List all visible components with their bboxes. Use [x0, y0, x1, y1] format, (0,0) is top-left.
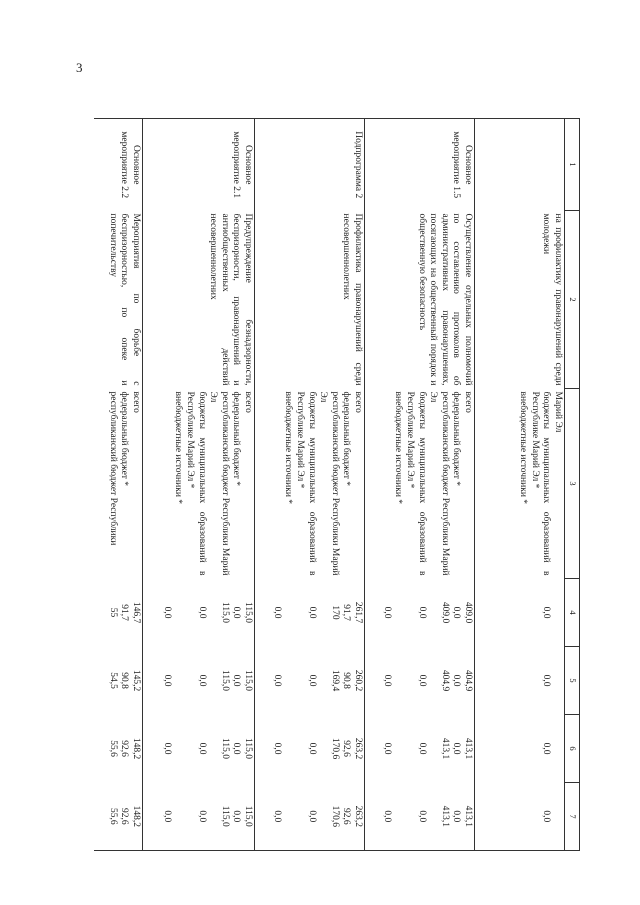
- amount-value: 0,0: [306, 606, 317, 619]
- amount-value: 413,1: [439, 805, 450, 827]
- table-row: [143, 119, 255, 851]
- amount-value: 0,0: [381, 810, 392, 823]
- row-name: [94, 211, 143, 389]
- header-col-1: 1: [565, 119, 580, 211]
- funding-source: республиканский бюджет Республики Марий Эл: [318, 391, 340, 576]
- amount-value: 0,0: [451, 742, 462, 755]
- amount-value: 54,5: [107, 672, 118, 689]
- row-code-text: Подпрограмма 2: [353, 131, 363, 199]
- row-name-text: Осуществление отдельных полномочий по составлению протоколов об административных правонарушениях, посягающих на общественный порядок и общественную безопасность: [416, 213, 473, 386]
- amount-value: 115,0: [243, 601, 253, 624]
- amount-value: 55,6: [107, 807, 118, 825]
- row-name: [255, 211, 365, 389]
- row-code: [94, 119, 143, 211]
- amount-value: 0,0: [196, 606, 207, 619]
- row-name: [365, 211, 475, 389]
- funding-source: всего: [243, 391, 253, 413]
- row-values-c6: [475, 715, 565, 783]
- funding-source: федеральный бюджет *: [231, 391, 242, 487]
- amount-value: 413,1: [439, 737, 450, 760]
- row-values-c5: [365, 647, 475, 715]
- amount-value: 261,7: [353, 601, 363, 624]
- amount-value: 260,2: [353, 669, 363, 692]
- amount-value: 0,0: [271, 742, 282, 755]
- amount-value: 0,0: [381, 606, 392, 619]
- amount-value: [505, 786, 517, 848]
- amount-value: 91,7: [341, 604, 352, 621]
- amount-value: 170,6: [329, 737, 340, 760]
- amount-value: 0,0: [196, 810, 207, 823]
- row-sources: [475, 389, 565, 579]
- header-col-5: 5: [565, 647, 580, 715]
- amount-value: 169,4: [329, 669, 340, 692]
- funding-source: республиканский бюджет Республики Марий Эл: [428, 391, 450, 576]
- amount-value: 0,0: [541, 606, 552, 619]
- table-header-row: [565, 119, 580, 851]
- amount-value: 0,0: [161, 810, 172, 823]
- amount-value: 413,1: [463, 805, 473, 827]
- row-values-c6: [255, 715, 365, 783]
- header-col-6: 6: [565, 715, 580, 783]
- row-name-text: Мероприятия по борьбе с беспризорностью, по опеке и попечительству: [107, 213, 141, 386]
- amount-value: 115,0: [219, 737, 230, 760]
- amount-value: 0,0: [416, 810, 427, 823]
- funding-source: бюджеты муниципальных образований в Республике Марий Эл *: [529, 391, 552, 576]
- amount-value: [551, 650, 563, 712]
- amount-value: 90,8: [119, 672, 130, 689]
- amount-value: 0,0: [451, 606, 462, 619]
- funding-source: всего: [131, 391, 141, 413]
- amount-value: 91,7: [119, 604, 130, 621]
- row-values-c5: [255, 647, 365, 715]
- amount-value: 0,0: [161, 742, 172, 755]
- row-code-text: Основное мероприятие 2.1: [231, 131, 253, 199]
- amount-value: 0,0: [161, 674, 172, 687]
- row-values-c6: [365, 715, 475, 783]
- funding-source: Марий Эл: [553, 391, 563, 433]
- funding-source: федеральный бюджет *: [119, 391, 130, 487]
- funding-source: бюджеты муниципальных образований в Республике Марий Эл *: [295, 391, 317, 576]
- amount-value: 0,0: [231, 674, 242, 687]
- amount-value: 0,0: [231, 810, 242, 823]
- amount-value: 92,6: [341, 740, 352, 757]
- row-values-c4: [365, 579, 475, 647]
- row-values-c4: [94, 579, 143, 647]
- amount-value: 115,0: [243, 669, 253, 692]
- row-values-c7: [94, 783, 143, 851]
- row-sources: [143, 389, 255, 579]
- row-values-c4: [475, 579, 565, 647]
- funding-source: федеральный бюджет *: [341, 391, 352, 487]
- funding-source: бюджеты муниципальных образований в Республике Марий Эл *: [405, 391, 427, 576]
- amount-value: 92,6: [119, 740, 130, 757]
- row-values-c4: [255, 579, 365, 647]
- header-col-3: 3: [565, 389, 580, 579]
- page-number: 3: [76, 60, 83, 75]
- amount-value: 413,1: [463, 737, 473, 760]
- row-name-text: Профилактика правонарушений среди несовершеннолетних: [341, 213, 363, 386]
- funding-source: внебюджетные источники *: [173, 391, 184, 505]
- row-code-text: Основное мероприятие 1.5: [451, 131, 473, 199]
- table-row: [94, 119, 143, 851]
- funding-source: всего: [353, 391, 363, 413]
- amount-value: 115,0: [243, 805, 253, 827]
- amount-value: [551, 582, 563, 644]
- row-values-c7: [255, 783, 365, 851]
- amount-value: [505, 582, 517, 644]
- table-row: [365, 119, 475, 851]
- amount-value: 0,0: [381, 674, 392, 687]
- amount-value: 92,6: [119, 807, 130, 825]
- amount-value: 409,0: [439, 601, 450, 624]
- amount-value: 0,0: [306, 674, 317, 687]
- amount-value: [505, 718, 517, 780]
- row-name: [475, 211, 565, 389]
- amount-value: 170: [329, 605, 340, 620]
- funding-source: всего: [463, 391, 473, 413]
- row-values-c7: [143, 783, 255, 851]
- row-values-c6: [94, 715, 143, 783]
- financing-table: [94, 118, 580, 851]
- amount-value: 0,0: [451, 674, 462, 687]
- row-name-text: на профилактику правонарушений среди молодежи: [541, 213, 563, 386]
- amount-value: 90,8: [341, 672, 352, 689]
- row-values-c7: [365, 783, 475, 851]
- amount-value: [551, 786, 563, 848]
- amount-value: 0,0: [451, 810, 462, 823]
- table-row: [475, 119, 565, 851]
- funding-source: внебюджетные источники *: [393, 391, 404, 505]
- amount-value: 263,2: [353, 805, 363, 827]
- row-values-c5: [143, 647, 255, 715]
- amount-value: [505, 650, 517, 712]
- funding-source: внебюджетные источники *: [283, 391, 294, 505]
- row-name-text: Предупреждение безнадзорности, беспризорности, правонарушений и антиобщественных действий несовершеннолетних: [208, 213, 253, 386]
- row-sources: [255, 389, 365, 579]
- row-sources: [365, 389, 475, 579]
- header-col-7: 7: [565, 783, 580, 851]
- row-values-c6: [143, 715, 255, 783]
- amount-value: 170,6: [329, 805, 340, 827]
- header-col-4: 4: [565, 579, 580, 647]
- amount-value: 145,2: [131, 669, 141, 692]
- funding-source: бюджеты муниципальных образований в Республике Марий Эл *: [185, 391, 207, 576]
- row-values-c5: [94, 647, 143, 715]
- amount-value: 0,0: [416, 742, 427, 755]
- amount-value: 0,0: [271, 810, 282, 823]
- row-code: [143, 119, 255, 211]
- amount-value: 404,9: [439, 669, 450, 692]
- row-values-c5: [475, 647, 565, 715]
- amount-value: 115,0: [219, 601, 230, 624]
- amount-value: 0,0: [231, 742, 242, 755]
- amount-value: 0,0: [271, 606, 282, 619]
- amount-value: 0,0: [416, 674, 427, 687]
- amount-value: 0,0: [306, 742, 317, 755]
- amount-value: 0,0: [541, 742, 552, 755]
- amount-value: [551, 718, 563, 780]
- row-code: [255, 119, 365, 211]
- rotated-table-container: [106, 118, 580, 850]
- amount-value: 409,0: [463, 601, 473, 624]
- header-col-2: 2: [565, 211, 580, 389]
- row-values-c7: [475, 783, 565, 851]
- row-code-text: Основное мероприятие 2.2: [119, 131, 141, 199]
- amount-value: 0,0: [196, 742, 207, 755]
- amount-value: 55: [107, 607, 118, 618]
- table-row: [255, 119, 365, 851]
- amount-value: 0,0: [381, 742, 392, 755]
- amount-value: 263,2: [353, 737, 363, 760]
- amount-value: 0,0: [306, 810, 317, 823]
- amount-value: 115,0: [219, 805, 230, 827]
- row-sources: [94, 389, 143, 579]
- amount-value: 146,7: [131, 601, 141, 624]
- funding-source: республиканский бюджет Республики Марий Эл: [208, 391, 230, 576]
- funding-source: федеральный бюджет *: [451, 391, 462, 487]
- amount-value: 0,0: [161, 606, 172, 619]
- amount-value: 0,0: [231, 606, 242, 619]
- funding-source: республиканский бюджет Республики: [107, 391, 118, 546]
- row-values-c4: [143, 579, 255, 647]
- amount-value: 115,0: [219, 669, 230, 692]
- amount-value: 0,0: [541, 810, 552, 823]
- amount-value: 0,0: [416, 606, 427, 619]
- amount-value: 0,0: [196, 674, 207, 687]
- funding-source: внебюджетные источники *: [518, 391, 529, 505]
- row-code: [365, 119, 475, 211]
- amount-value: 148,2: [131, 805, 141, 827]
- amount-value: 0,0: [271, 674, 282, 687]
- amount-value: 404,9: [463, 669, 473, 692]
- row-name: [143, 211, 255, 389]
- amount-value: 148,2: [131, 737, 141, 760]
- amount-value: 55,6: [107, 740, 118, 757]
- amount-value: 0,0: [541, 674, 552, 687]
- amount-value: 115,0: [243, 737, 253, 760]
- row-code: [475, 119, 565, 211]
- amount-value: 92,6: [341, 807, 352, 825]
